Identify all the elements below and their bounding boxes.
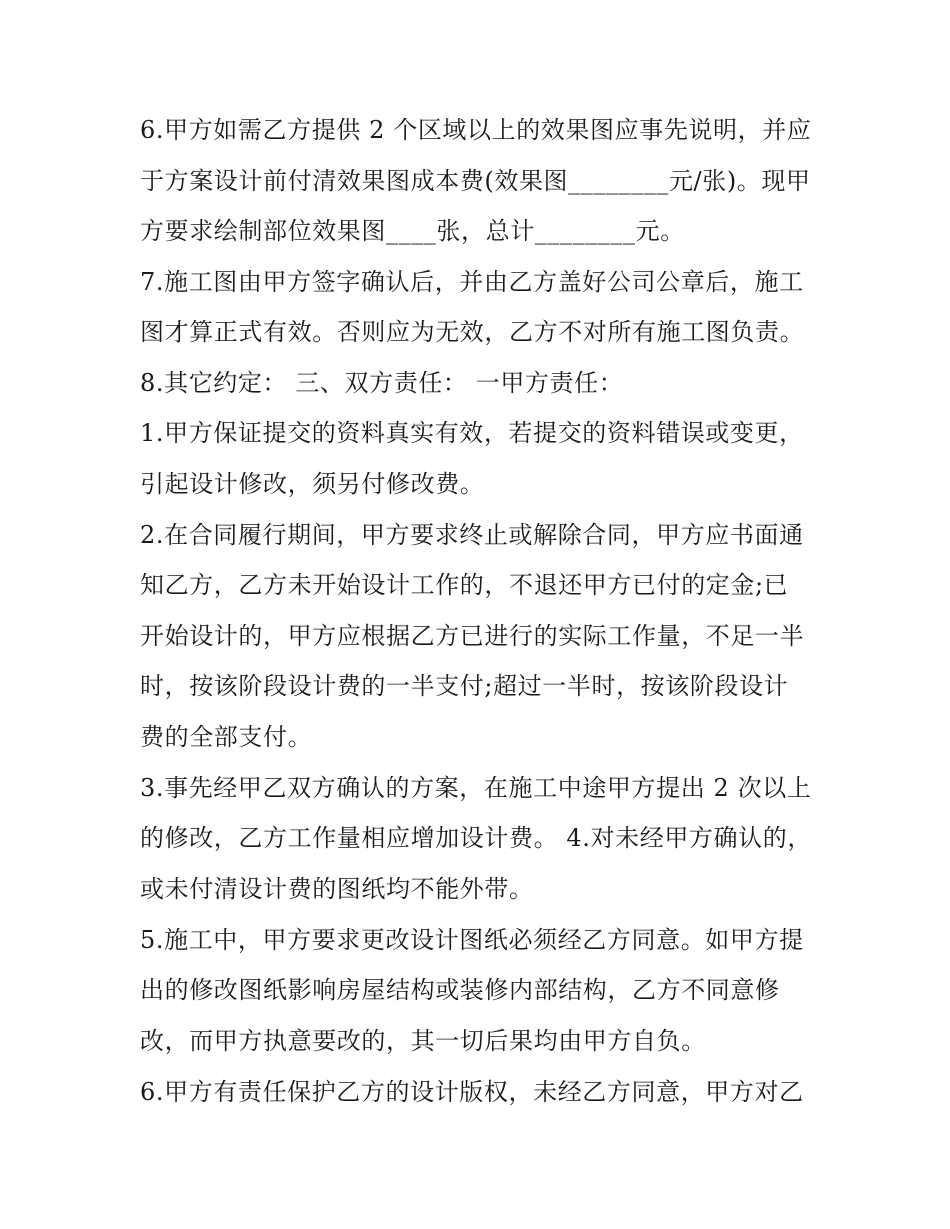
text-line: 引起设计修改，须另付修改费。 <box>140 470 485 498</box>
text-line: 3.事先经甲乙双方确认的方案，在施工中途甲方提出 2 次以上 <box>140 774 812 802</box>
text-line: 6.甲方有责任保护乙方的设计版权，未经乙方同意，甲方对乙 <box>140 1078 804 1106</box>
text-line: 6.甲方如需乙方提供 2 个区域以上的效果图应事先说明，并应 <box>140 116 812 144</box>
text-line: 出的修改图纸影响房屋结构或装修内部结构，乙方不同意修 <box>140 976 780 1004</box>
text-line: 改，而甲方执意要改的，其一切后果均由甲方自负。 <box>140 1027 706 1055</box>
text-line: 于方案设计前付清效果图成本费(效果图________元/张)。现甲 <box>140 167 811 195</box>
text-line: 7.施工图由甲方签字确认后，并由乙方盖好公司公章后，施工 <box>140 268 804 296</box>
text-line: 图才算正式有效。否则应为无效，乙方不对所有施工图负责。 <box>140 318 805 346</box>
text-line: 或未付清设计费的图纸均不能外带。 <box>140 875 534 903</box>
text-line: 8.其它约定： 三、双方责任： 一甲方责任： <box>140 369 624 397</box>
text-line: 开始设计的，甲方应根据乙方已进行的实际工作量，不足一半 <box>140 622 805 650</box>
text-line: 的修改，乙方工作量相应增加设计费。 4.对未经甲方确认的， <box>140 824 812 852</box>
text-line: 时，按该阶段设计费的一半支付;超过一半时，按该阶段设计 <box>140 672 789 700</box>
text-line: 知乙方，乙方未开始设计工作的，不退还甲方已付的定金;已 <box>140 571 789 599</box>
text-line: 费的全部支付。 <box>140 723 313 751</box>
text-line: 1.甲方保证提交的资料真实有效，若提交的资料错误或变更， <box>140 419 804 447</box>
text-line: 方要求绘制部位效果图____张，总计________元。 <box>140 217 685 245</box>
text-line: 5.施工中，甲方要求更改设计图纸必须经乙方同意。如甲方提 <box>140 926 804 954</box>
text-line: 2.在合同履行期间，甲方要求终止或解除合同，甲方应书面通 <box>140 521 804 549</box>
